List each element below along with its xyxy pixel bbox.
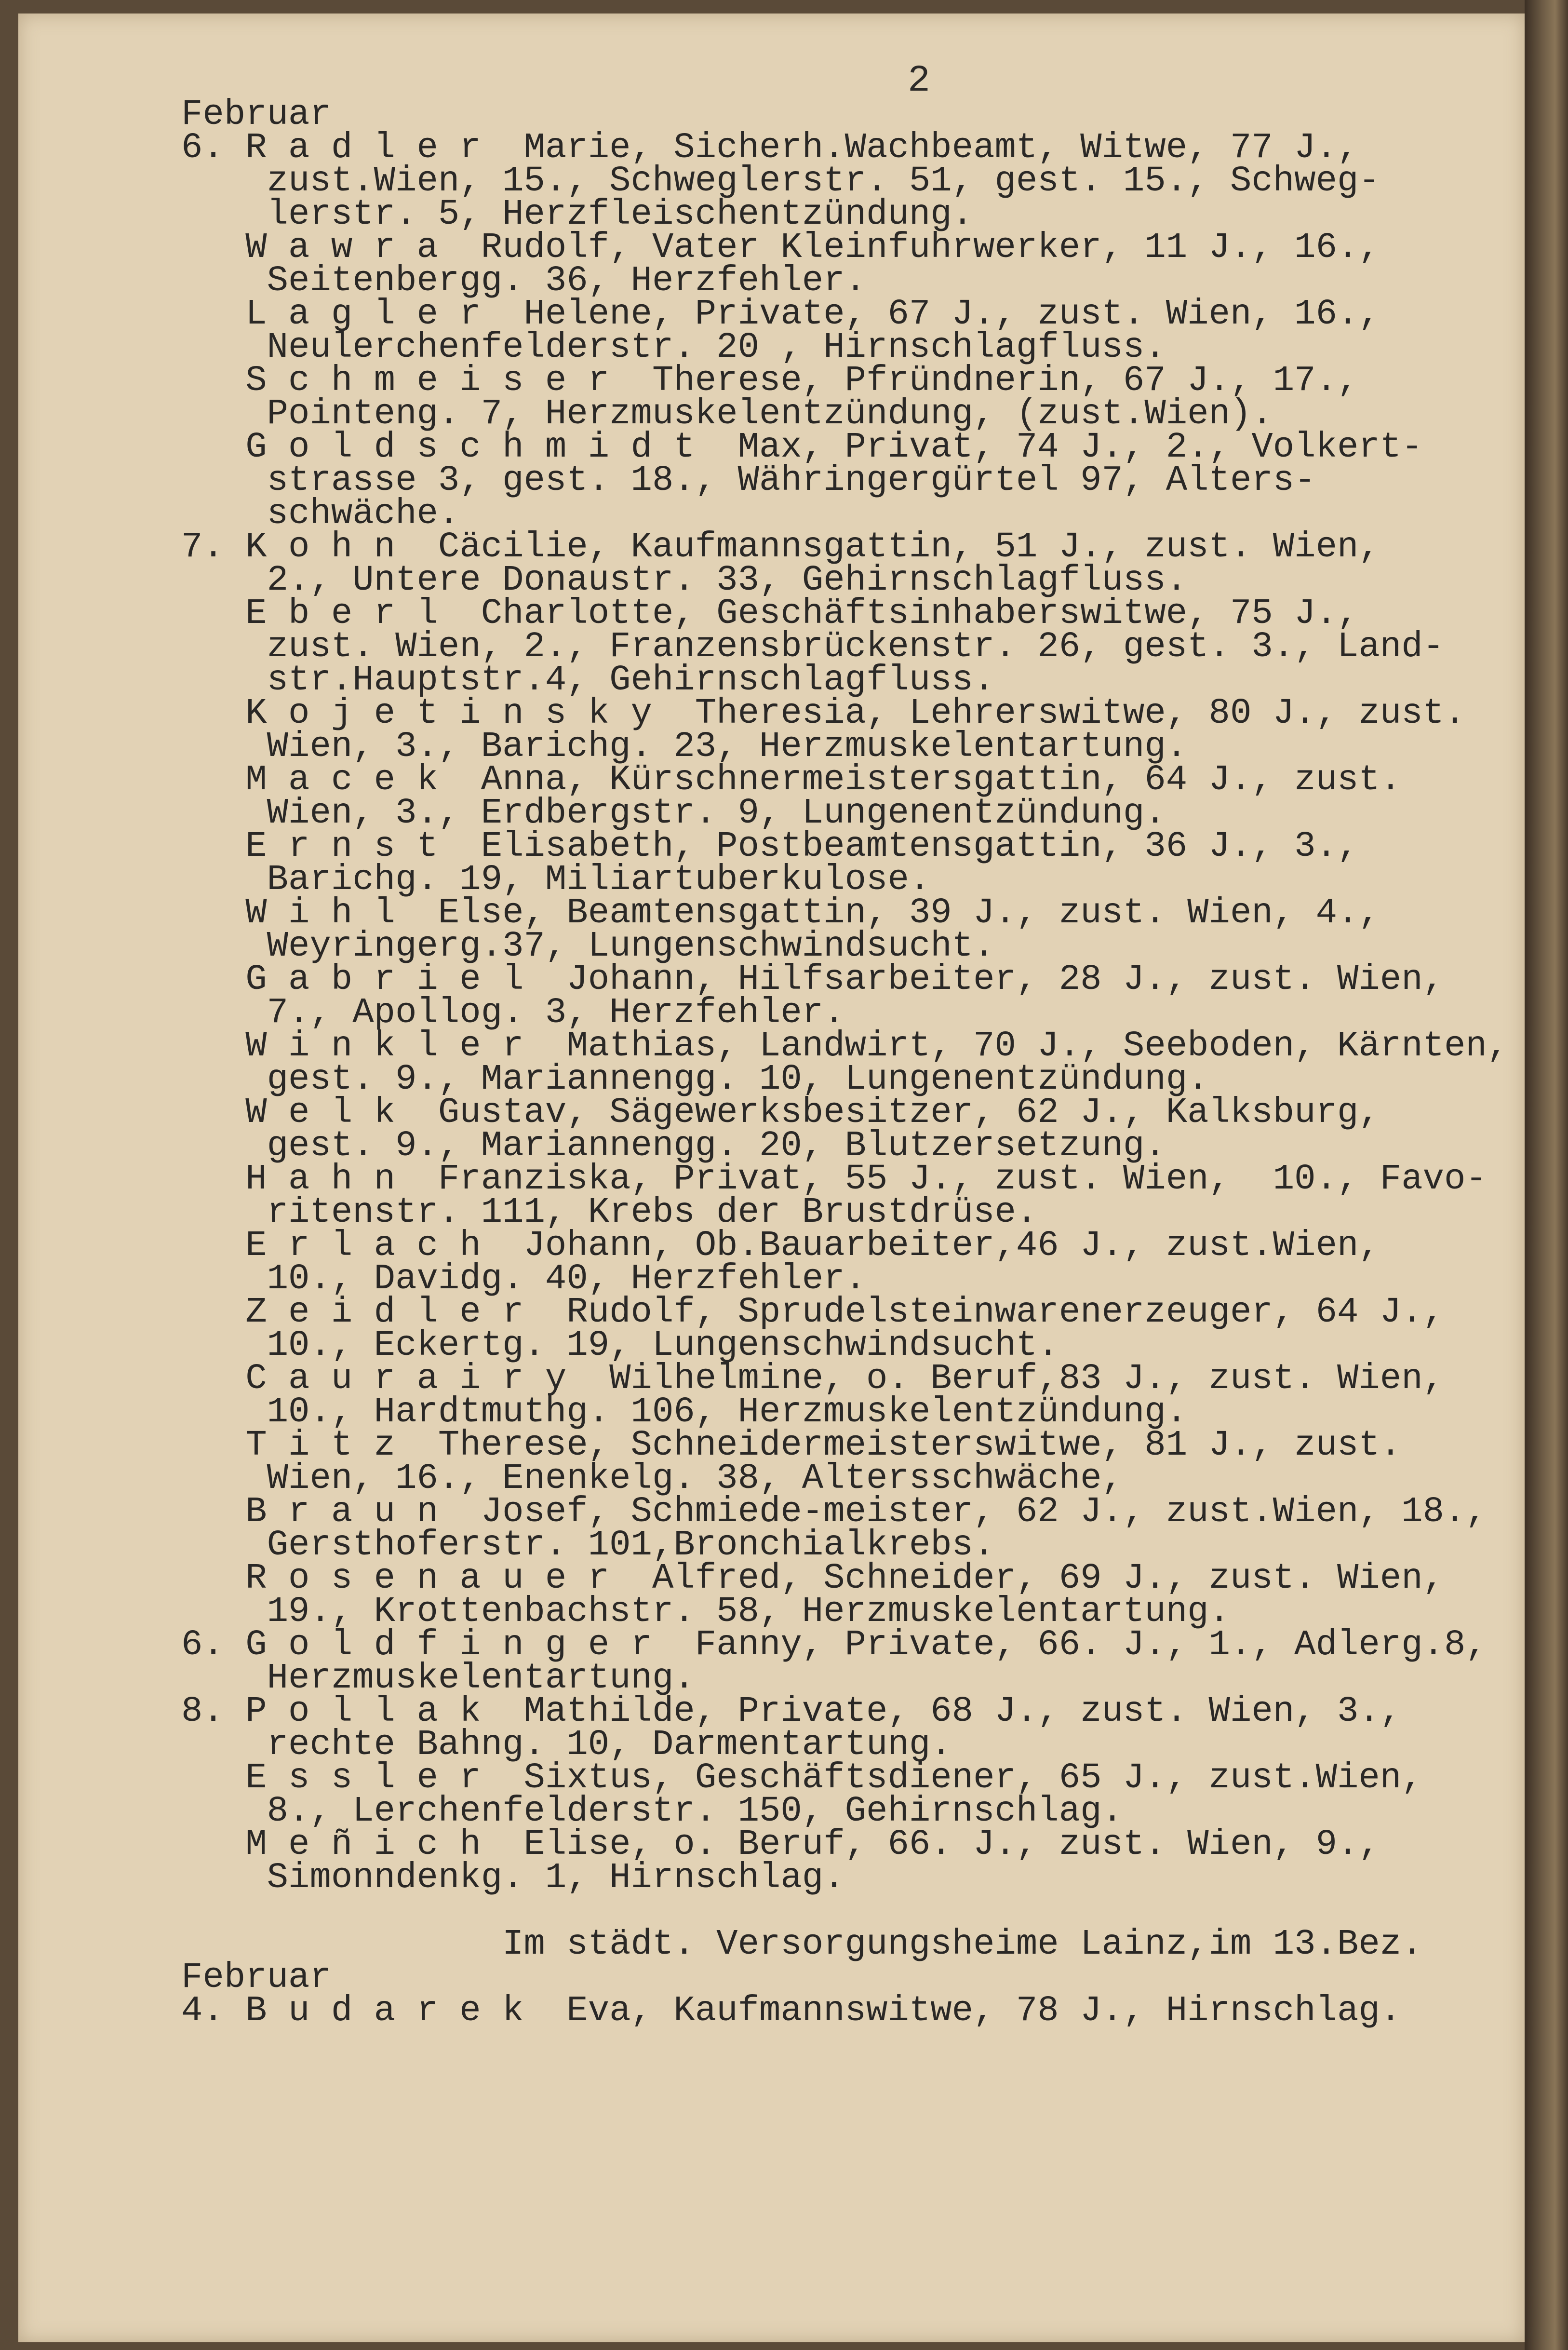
page-number: 2 [908,60,930,102]
text-line: str.Hauptstr.4, Gehirnschlagfluss. [181,660,995,701]
text-line: H a h n Franziska, Privat, 55 J., zust. Wien, 10., Favo- [181,1159,1487,1200]
text-line: 6. R a d l e r Marie, Sicherh.Wachbeamt, Witwe, 77 J., [181,128,1359,168]
text-line: Seitenbergg. 36, Herzfehler. [181,261,867,301]
text-line: Im städt. Versorgungsheime Lainz,im 13.Bez. [181,1924,1423,1965]
text-line: Barichg. 19, Miliartuberkulose. [181,860,931,900]
text-line: 10., Eckertg. 19, Lungenschwindsucht. [181,1325,1059,1366]
text-line: S c h m e i s e r Therese, Pfründnerin, 67 J., 17., [181,361,1359,401]
text-line: gest. 9., Mariannengg. 10, Lungenentzündung. [181,1059,1209,1100]
text-line: C a u r a i r y Wilhelmine, o. Beruf,83 J., zust. Wien, [181,1359,1445,1399]
text-line: W e l k Gustav, Sägewerksbesitzer, 62 J., Kalksburg, [181,1093,1380,1133]
text-line: ritenstr. 111, Krebs der Brustdrüse. [181,1192,1038,1233]
text-line: W i h l Else, Beamtensgattin, 39 J., zust. Wien, 4., [181,893,1380,933]
text-line: zust. Wien, 2., Franzensbrückenstr. 26, gest. 3., Land- [181,627,1445,667]
text-line: E r l a c h Johann, Ob.Bauarbeiter,46 J., zust.Wien, [181,1226,1380,1266]
text-line: gest. 9., Mariannengg. 20, Blutzersetzung. [181,1126,1166,1166]
text-line: zust.Wien, 15., Schweglerstr. 51, gest. 15., Schweg- [181,161,1380,202]
text-line: strasse 3, gest. 18., Währingergürtel 97, Alters- [181,460,1316,501]
text-line: 2., Untere Donaustr. 33, Gehirnschlagfluss. [181,560,1188,601]
text-line: G a b r i e l Johann, Hilfsarbeiter, 28 J., zust. Wien, [181,959,1445,1000]
text-line: schwäche. [181,494,460,534]
text-line: 10., Davidg. 40, Herzfehler. [181,1259,867,1299]
text-line: M a c e k Anna, Kürschnermeistersgattin, 64 J., zust. [181,760,1402,800]
text-line: Pointeng. 7, Herzmuskelentzündung, (zust.Wien). [181,394,1273,434]
text-line: Gersthoferstr. 101,Bronchialkrebs. [181,1525,995,1566]
text-line: W i n k l e r Mathias, Landwirt, 70 J., Seeboden, Kärnten, [181,1026,1509,1067]
text-line: W a w r a Rudolf, Vater Kleinfuhrwerker, 11 J., 16., [181,228,1380,268]
text-line: E r n s t Elisabeth, Postbeamtensgattin, 36 J., 3., [181,826,1359,867]
text-line: G o l d s c h m i d t Max, Privat, 74 J., 2., Volkert- [181,427,1423,468]
document-page [18,14,1525,2342]
text-line: R o s e n a u e r Alfred, Schneider, 69 J., zust. Wien, [181,1558,1445,1599]
text-line: Herzmuskelentartung. [181,1658,695,1699]
text-line: Neulerchenfelderstr. 20 , Hirnschlagfluss. [181,327,1166,368]
text-line: Februar [181,95,331,135]
text-line: 7. K o h n Cäcilie, Kaufmannsgattin, 51 J., zust. Wien, [181,527,1380,567]
text-line: B r a u n Josef, Schmiede-meister, 62 J., zust.Wien, 18., [181,1492,1487,1532]
text-line: K o j e t i n s k y Theresia, Lehrerswitwe, 80 J., zust. [181,693,1466,734]
text-line: Februar [181,1958,331,1998]
text-line: 8., Lerchenfelderstr. 150, Gehirnschlag. [181,1791,1123,1832]
text-line: Wien, 3., Erdbergstr. 9, Lungenentzündung. [181,793,1166,834]
text-line: Z e i d l e r Rudolf, Sprudelsteinwarenerzeuger, 64 J., [181,1292,1445,1333]
text-line: 10., Hardtmuthg. 106, Herzmuskelentzündung. [181,1392,1188,1432]
text-line: T i t z Therese, Schneidermeisterswitwe, 81 J., zust. [181,1425,1402,1466]
text-line: 6. G o l d f i n g e r Fanny, Private, 66. J., 1., Adlerg.8, [181,1625,1487,1665]
text-line: 19., Krottenbachstr. 58, Herzmuskelentartung. [181,1592,1230,1632]
text-line: Wien, 16., Enenkelg. 38, Altersschwäche, [181,1459,1123,1499]
text-line: 4. B u d a r e k Eva, Kaufmannswitwe, 78 J., Hirnschlag. [181,1991,1402,2031]
text-line: 7., Apollog. 3, Herzfehler. [181,993,845,1033]
text-line: L a g l e r Helene, Private, 67 J., zust. Wien, 16., [181,294,1380,335]
text-line: lerstr. 5, Herzfleischentzündung. [181,194,974,235]
text-line: M e ñ i c h Elise, o. Beruf, 66. J., zust. Wien, 9., [181,1824,1380,1865]
book-spine [1525,0,1568,2350]
text-line: rechte Bahng. 10, Darmentartung. [181,1725,952,1765]
document-text [181,95,1509,2031]
text-line: Simonndenkg. 1, Hirnschlag. [181,1858,845,1898]
text-line: E s s l e r Sixtus, Geschäftsdiener, 65 J., zust.Wien, [181,1758,1423,1798]
text-line [181,1895,1508,1928]
text-line: Wien, 3., Barichg. 23, Herzmuskelentartung. [181,727,1188,767]
text-line: Weyringerg.37, Lungenschwindsucht. [181,926,995,967]
text-line: E b e r l Charlotte, Geschäftsinhaberswitwe, 75 J., [181,594,1359,634]
text-line: 8. P o l l a k Mathilde, Private, 68 J., zust. Wien, 3., [181,1691,1402,1732]
